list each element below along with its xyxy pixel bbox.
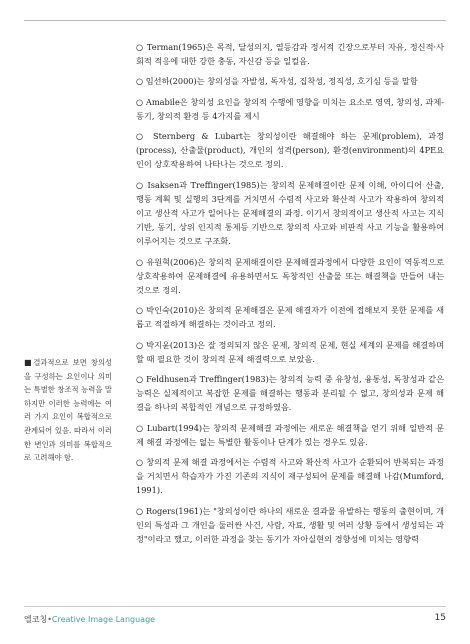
paragraph-text: ○ 박인숙(2010)은 창의적 문제해결은 문제 해결자가 이전에 접해보지 못한 문제를 새롭고 적절하게 해결하는 것이라고 정의. <box>136 305 444 330</box>
paragraph-text: ○ Isaksen과 Treffinger(1985)는 창의적 문제해결이란 문제 이해, 아이디어 산출, 행동 계획 및 실행의 3단계를 거치면서 수렴적 사고와 확산적 사고가 작용하여 창의적이고 생산적 사고가 일어나는 문제해결의 과정. 이기서 창의적이고 생산적 사고는 지식 기반, 동기, 상위 인지적 통제등 기반으로 창의적 사고와 비판적 사고 기능을 활용하여 이루어지는 것으로 구조화. <box>136 179 444 247</box>
top-rule <box>24 20 446 21</box>
paragraph-amabile <box>136 95 444 123</box>
paragraph-text: ○ 창의적 문제 해결 과정에서는 수렴적 사고와 확산적 사고가 순환되어 반복되는 과정을 거치면서 학습자가 가진 기존의 지식이 재구성되어 문제를 해결해 나감(Mumford, 1991). <box>136 457 444 496</box>
paragraph-lubart <box>136 421 444 449</box>
footer-rule <box>24 606 446 607</box>
square-bullet-icon: ■ <box>24 358 34 367</box>
paragraph-feldhusen <box>136 372 444 415</box>
paragraph-text: ○ 임선하(2000)는 창의성을 자발성, 독자성, 집착성, 정직성, 호기심 등을 말함 <box>136 76 418 87</box>
footer-brand: 엘코칭 <box>24 615 48 624</box>
paragraph-text: ○ Rogers(1961)는 "창의성이란 하나의 새로운 결과물 유발하는 행동의 출현이며, 개인의 특성과 그 개인을 둘러싼 사건, 사람, 자료, 생활 및 여러 상황 등에서 생성되는 과정"이라고 했고, 이러한 과정을 찾는 동기가 자아실현의 경향성에 미치는 영향력 <box>136 505 444 545</box>
paragraph-text: ○ Lubart(1994)는 창의적 문제해결 과정에는 새로운 해결책을 얻기 위해 일반적 문제 해결 과정에는 없는 특별한 활동이나 단계가 있는 경우도 있음. <box>136 422 444 447</box>
page-number: 15 <box>434 613 446 623</box>
paragraph-rogers <box>136 504 444 547</box>
paragraph-text: ○ Terman(1965)은 목적, 달성의지, 열등감과 정서적 긴장으로부터 자유, 정신적·사회적 적응에 대한 강한 충동, 자신감 등을 일컬음. <box>136 42 444 67</box>
footer-subtitle: Creative Image Language <box>51 615 156 624</box>
paragraph-terman <box>136 40 444 68</box>
paragraph-park-jiyun <box>136 338 444 366</box>
paragraph-text: ○ Feldhusen과 Treffinger(1983)는 창의적 능력 중 유창성, 융통성, 독창성과 같은 능력은 실제적이고 복잡한 문제를 해결하는 행동과 분리될 수 없고, 창의성과 문제 해결을 하나의 복합적인 개념으로 규정하였음. <box>136 374 444 413</box>
paragraph-isaksen <box>136 178 444 249</box>
margin-note-text: 결과적으로 보면 창의성을 구성하는 요인이나 의미는 특별한 창조적 능력을 말하지만 이러한 능력에는 여러 가지 요인이 복합적으로 관계되어 있음. 따라서 이러한 변인과 의미를 복합적으로 고려해야 함. <box>24 358 112 463</box>
paragraph-text: ○ 유원혁(2006)은 창의적 문제해결이란 문제해결과정에서 다양한 요인이 역동적으로 상호작용하여 문제해결에 유용하면서도 독창적인 산출물 또는 해결책을 만들어 내는 것으로 정의. <box>136 256 444 296</box>
paragraph-text: ○ 박지윤(2013)은 잘 정의되지 않은 문제, 창의적 문제, 현실 세계의 문제를 해결하며 할 때 필요한 것이 창의적 문제 해결력으로 보았음. <box>136 339 444 364</box>
paragraph-text: ○ Amabile은 창의성 요인을 창의적 수행에 영향을 미치는 요소로 영역, 창의성, 과제-동기, 창의적 환경 등 4가지를 제시 <box>136 96 444 121</box>
paragraph-lim <box>136 74 444 88</box>
paragraph-yoo <box>136 255 444 298</box>
paragraph-text: ○ Sternberg & Lubart는 창의성이란 해결해야 하는 문제(problem), 과정(process), 산출물(product), 개인의 성격(person), 환경(environment)의 4PE요인이 상호작용하여 나타나는 것으로 정의. <box>136 131 444 170</box>
paragraph-sternberg <box>136 129 444 172</box>
main-text-column <box>136 40 444 552</box>
footer-running-title <box>24 614 155 625</box>
margin-note <box>24 356 112 465</box>
footer-separator: • <box>47 615 52 624</box>
paragraph-park-insuk <box>136 303 444 331</box>
paragraph-process <box>136 455 444 498</box>
